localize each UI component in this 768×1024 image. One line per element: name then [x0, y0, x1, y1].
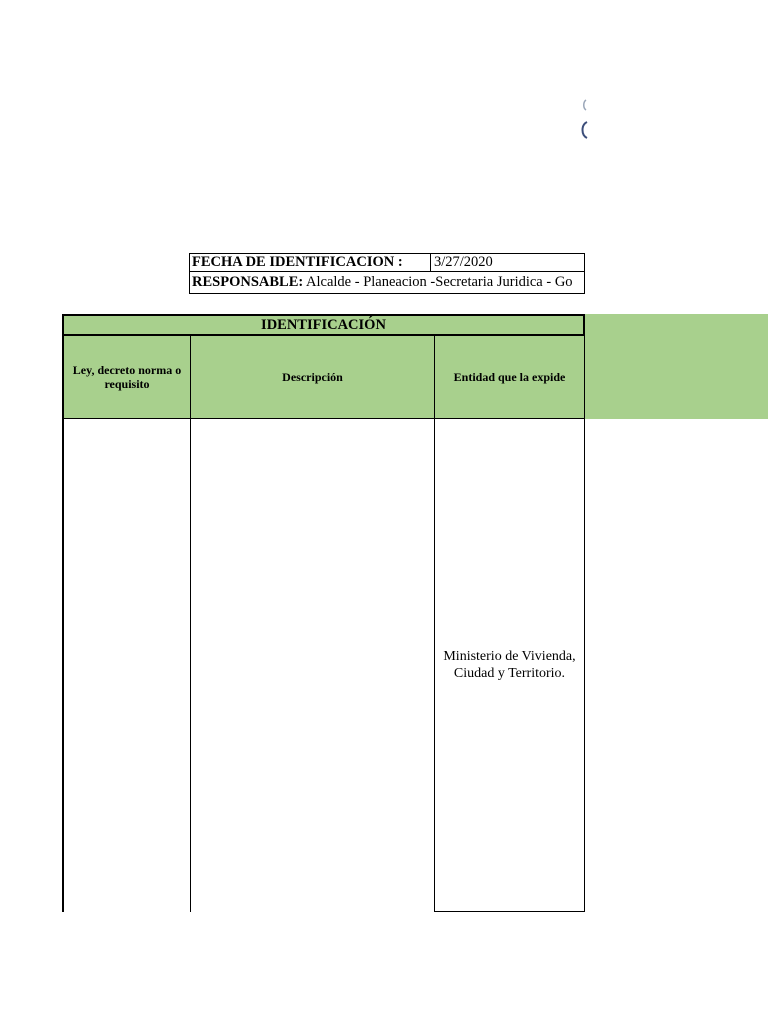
responsable-row [189, 272, 585, 294]
responsable-value: Alcalde - Planeacion -Secretaria Juridica - Go [303, 274, 573, 290]
table-left-border [62, 419, 64, 912]
column-header-descripcion: Descripción [190, 336, 435, 419]
section-title: IDENTIFICACIÓN [62, 314, 585, 336]
column-divider-1 [190, 419, 191, 912]
fecha-label: FECHA DE IDENTIFICACION : [192, 254, 403, 270]
header-band-extension [585, 314, 768, 419]
cell-entidad [434, 419, 585, 912]
fecha-value: 3/27/2020 [434, 254, 493, 270]
logo-fragment-icon [578, 96, 588, 144]
table-row: Ministerio de Vivienda, Ciudad y Territorio. [443, 649, 576, 681]
responsable-label: RESPONSABLE: [192, 274, 304, 290]
column-header-entidad: Entidad que la expide [434, 336, 585, 419]
fecha-row [189, 253, 585, 272]
column-header-ley: Ley, decreto norma o requisito [62, 336, 191, 419]
